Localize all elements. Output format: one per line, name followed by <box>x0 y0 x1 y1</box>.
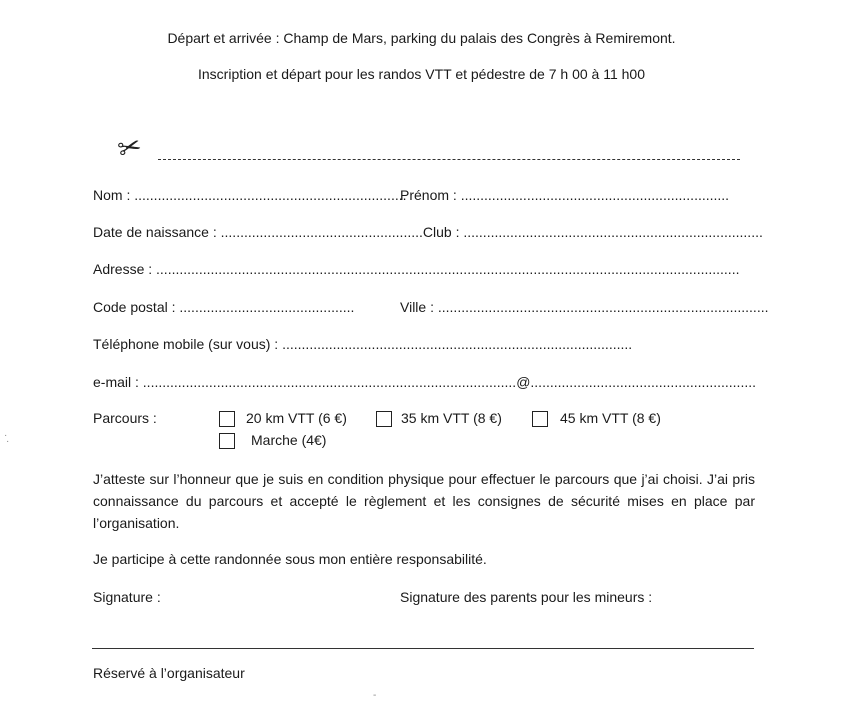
telephone-field[interactable]: Téléphone mobile (sur vous) : .......................................................................................... <box>93 336 633 352</box>
parcours-label: Parcours : <box>93 410 157 426</box>
scan-speck: · <box>6 436 10 447</box>
responsabilite-text: Je participe à cette randonnée sous mon entière responsabilité. <box>93 551 487 567</box>
date-naissance-club-field[interactable]: Date de naissance : ....................................................Club : ............................................................................. <box>93 224 763 240</box>
depart-text: Départ et arrivée : Champ de Mars, parking du palais des Congrès à Remiremont. <box>167 30 676 46</box>
reserve-label: Réservé à l’organisateur <box>93 665 245 681</box>
checkbox-marche[interactable] <box>219 433 235 449</box>
option-35km: 35 km VTT (8 €) <box>401 410 502 426</box>
checkbox-35km[interactable] <box>376 411 392 427</box>
prenom-field[interactable]: Prénom : ..................................................................... <box>400 187 730 203</box>
code-postal-field[interactable]: Code postal : ............................................. <box>93 299 355 315</box>
cut-line <box>158 159 740 160</box>
option-20km: 20 km VTT (6 €) <box>246 410 347 426</box>
option-45km: 45 km VTT (8 €) <box>560 410 661 426</box>
scan-speck: ‐ <box>373 690 377 701</box>
separator-line <box>92 648 754 649</box>
adresse-field[interactable]: Adresse : ...................................................................................................................................................... <box>93 261 740 277</box>
scan-speck: · <box>4 430 8 441</box>
checkbox-20km[interactable] <box>219 411 235 427</box>
option-marche: Marche (4€) <box>251 432 327 448</box>
parents-signature-label: Signature des parents pour les mineurs : <box>400 589 653 605</box>
email-field[interactable]: e-mail : ................................................................................................@.......................................................... <box>93 374 757 390</box>
section-title-cut <box>0 0 843 4</box>
ville-field[interactable]: Ville : ..................................................................................... <box>400 299 769 315</box>
signature-label: Signature : <box>93 589 161 605</box>
attestation-text: J’atteste sur l’honneur que je suis en condition physique pour effectuer le parcours que j’ai choisi. J’ai pris connaissance du parcours et accepté le règlement et les consignes de sécurité mises en place par l’organisation. <box>93 471 755 531</box>
nom-field[interactable]: Nom : ...................................................................... <box>93 187 407 203</box>
inscription-text: Inscription et départ pour les randos VTT et pédestre de 7 h 00 à 11 h00 <box>198 66 645 82</box>
scissors-icon: ✂ <box>113 128 146 167</box>
checkbox-45km[interactable] <box>532 411 548 427</box>
